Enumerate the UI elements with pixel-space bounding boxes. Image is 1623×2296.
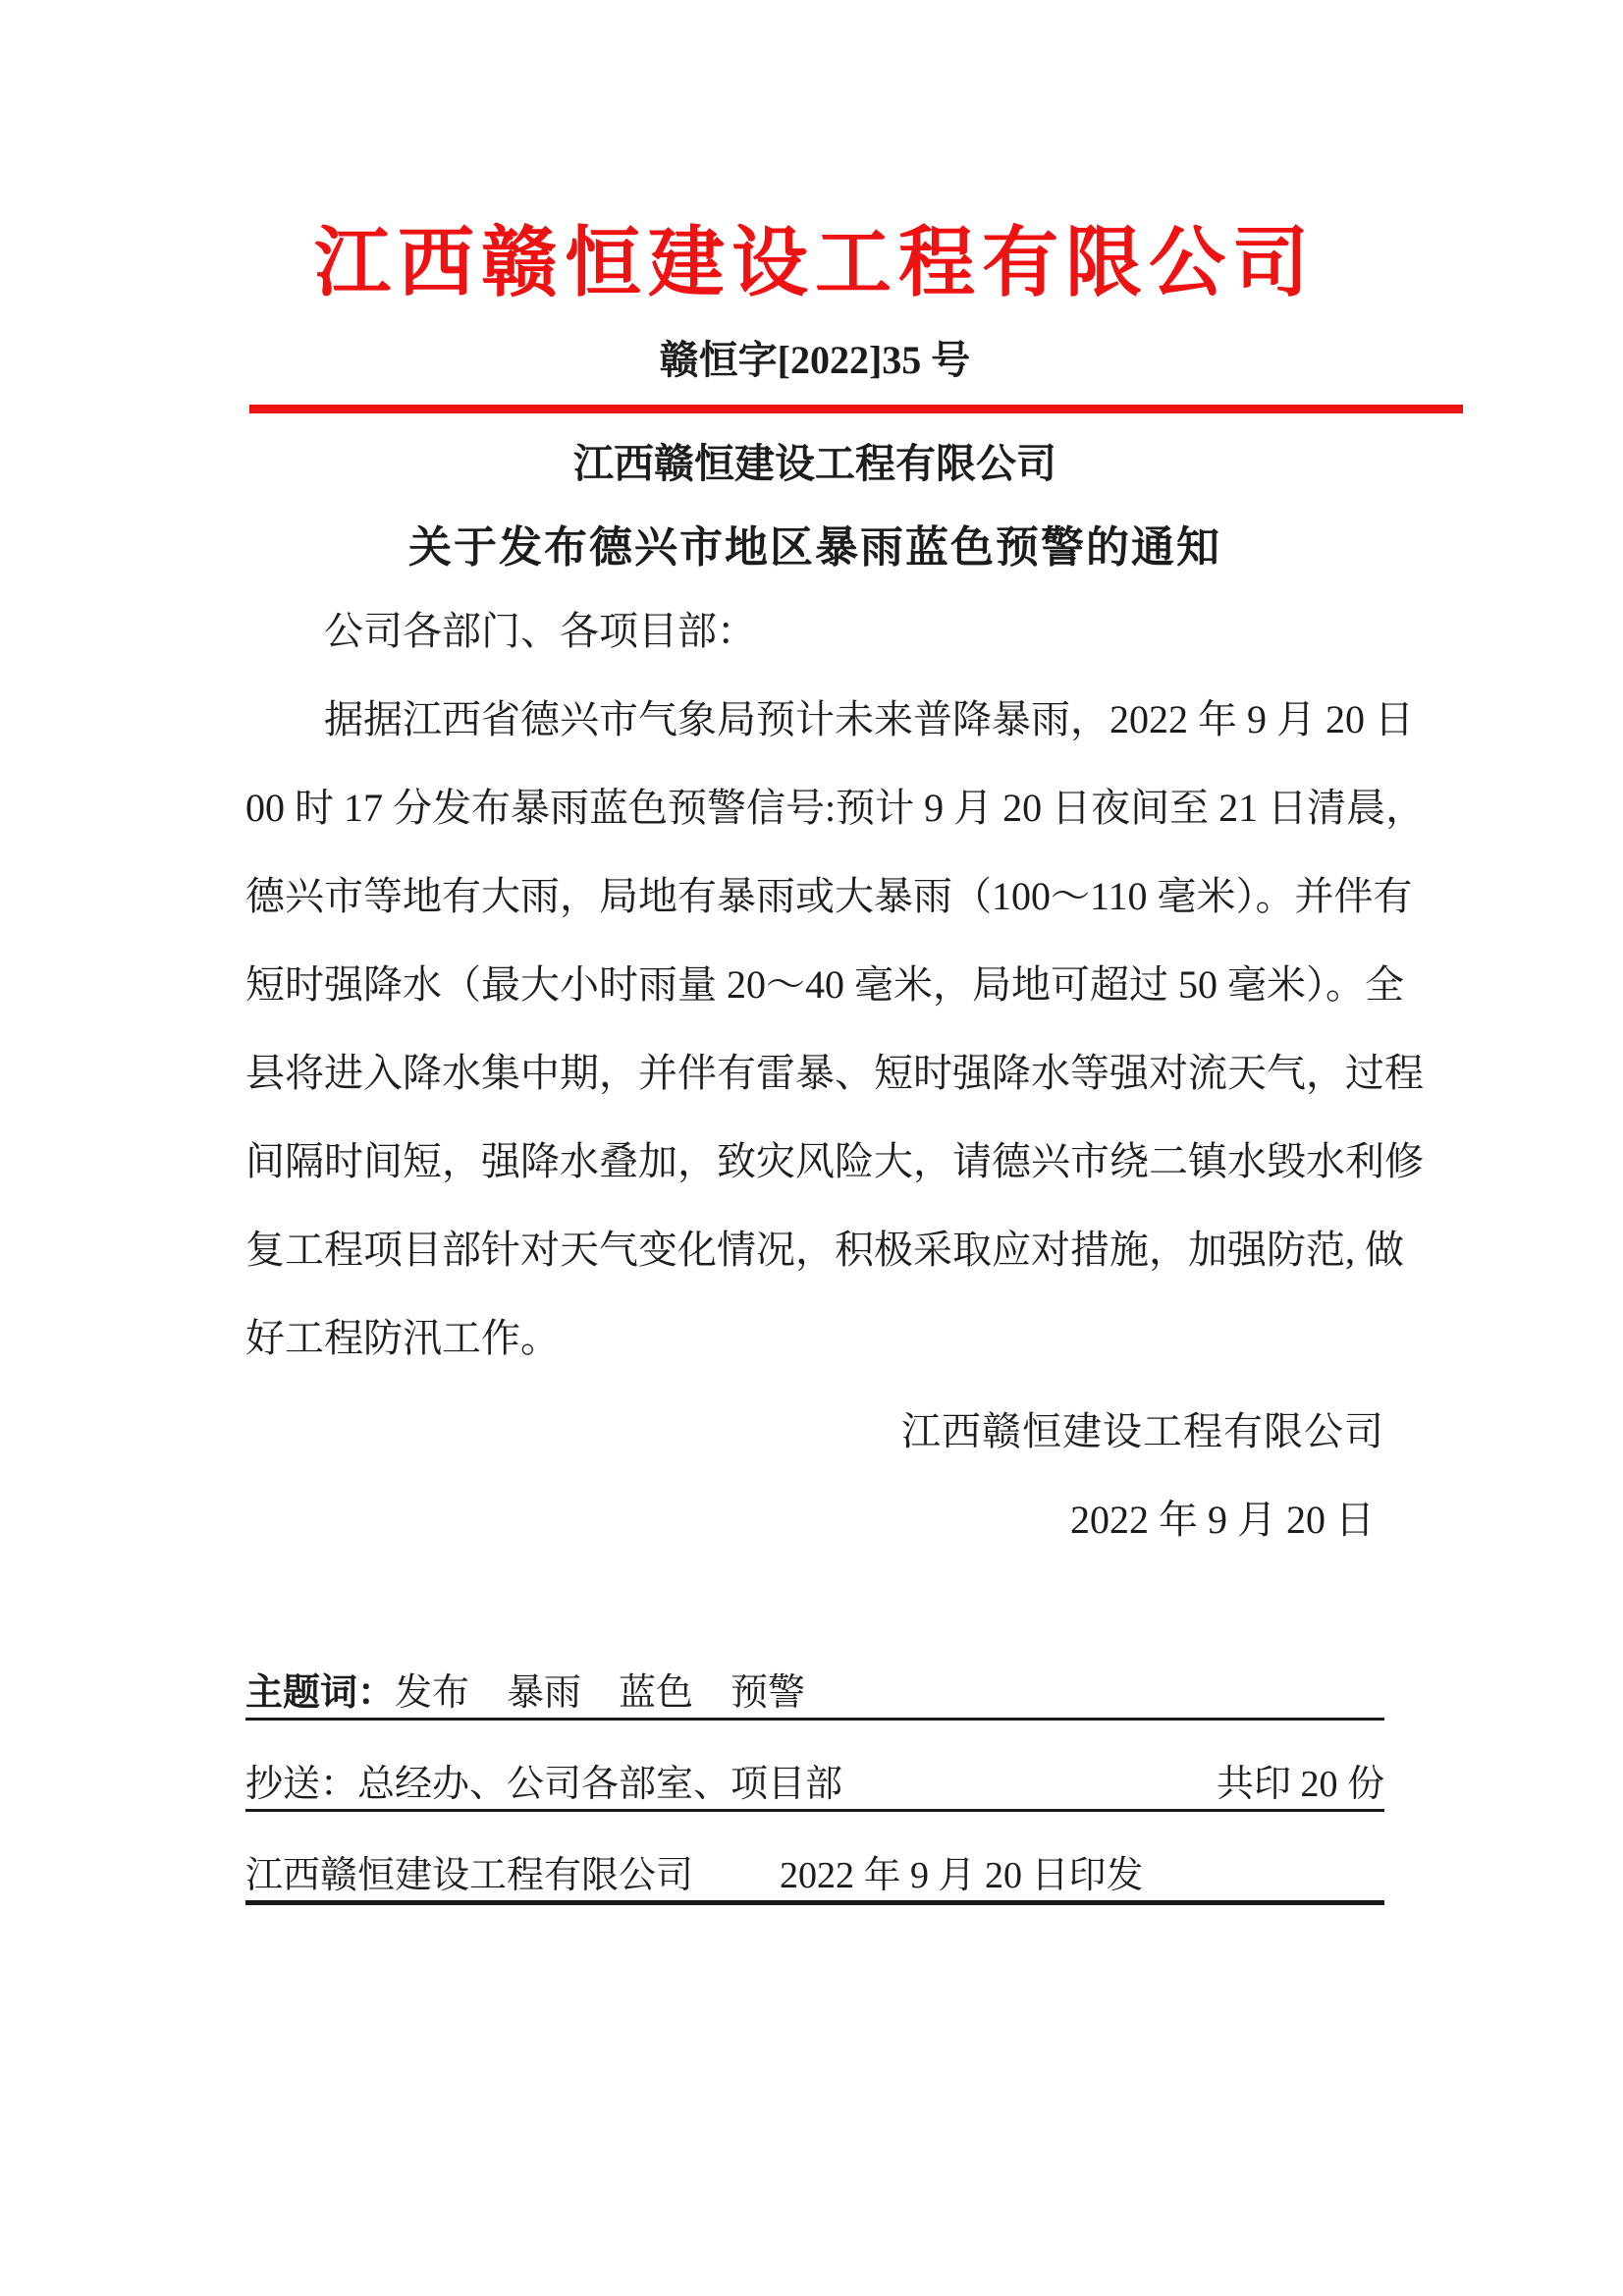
- copies-count: 共印 20 份: [1216, 1764, 1384, 1805]
- cc-text: [245, 1762, 842, 1807]
- body-line: 据据江西省德兴市气象局预计未来普降暴雨，2022 年 9 月 20 日: [324, 697, 1414, 741]
- cc-recipients: 总经办、公司各部室、项目部: [357, 1764, 843, 1805]
- issue-date: 2022 年 9 月 20 日印发: [780, 1855, 1144, 1896]
- subject-label: 主题词：: [245, 1672, 396, 1714]
- signature-block: [245, 1388, 1384, 1564]
- body-line: 德兴市等地有大雨，局地有暴雨或大暴雨（100～110 毫米）。并伴有: [245, 874, 1413, 918]
- body-line: 间隔时间短，强降水叠加，致灾风险大，请德兴市绕二镇水毁水利修: [245, 1139, 1424, 1183]
- subject-row: [245, 1629, 1384, 1721]
- letterhead-title: 江西赣恒建设工程有限公司: [313, 220, 1316, 305]
- document-footer: [245, 1629, 1384, 1905]
- salutation-line: 公司各部门、各项目部：: [324, 609, 756, 653]
- subject-terms: 发布 暴雨 蓝色 预警: [395, 1672, 806, 1714]
- body-line: 00 时 17 分发布暴雨蓝色预警信号:预计 9 月 20 日夜间至 21 日清晨，: [245, 786, 1426, 830]
- body-line: 短时强降水（最大小时雨量 20～40 毫米，局地可超过 50 毫米）。全: [245, 962, 1404, 1007]
- body-line: 县将进入降水集中期，并伴有雷暴、短时强降水等强对流天气，过程: [245, 1051, 1424, 1095]
- signature-org: 江西赣恒建设工程有限公司: [901, 1409, 1384, 1453]
- body-line: 复工程项目部针对天气变化情况，积极采取应对措施，加强防范, 做: [245, 1228, 1404, 1272]
- issuer-name: 江西赣恒建设工程有限公司: [245, 1855, 694, 1896]
- notice-title: 关于发布德兴市地区暴雨蓝色预警的通知: [408, 523, 1221, 572]
- red-separator-rule: [249, 405, 1463, 413]
- doc-number: 赣恒字[2022]35 号: [659, 338, 971, 382]
- notice-body: [245, 587, 1426, 1383]
- cc-row: [245, 1721, 1384, 1812]
- org-heading: 江西赣恒建设工程有限公司: [573, 441, 1056, 486]
- issuer-row: [245, 1812, 1384, 1905]
- signature-date: 2022 年 9 月 20 日: [1070, 1498, 1375, 1542]
- cc-label: 抄送：: [245, 1764, 358, 1805]
- body-line: 好工程防汛工作。: [245, 1316, 560, 1360]
